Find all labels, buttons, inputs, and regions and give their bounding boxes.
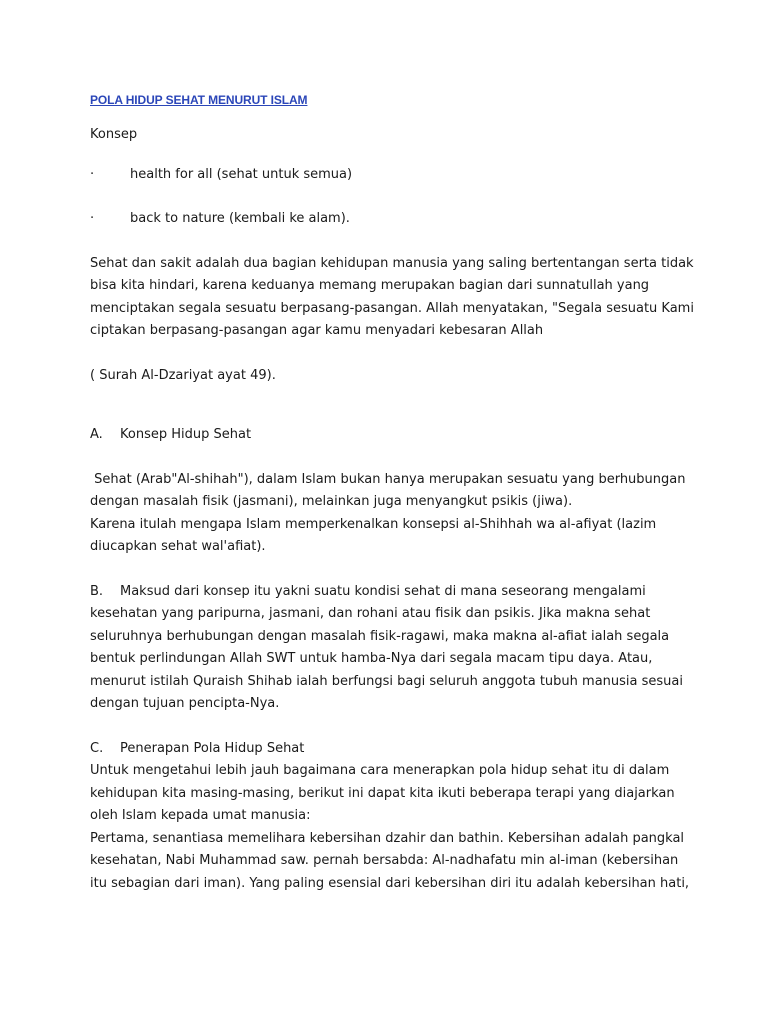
section-letter: A. [90, 427, 103, 442]
bullet-text: back to nature (kembali ke alam). [130, 211, 350, 226]
section-heading-text: Penerapan Pola Hidup Sehat [120, 740, 305, 756]
section-c-heading [90, 738, 730, 761]
paragraph-line: ciptakan berpasang-pasangan agar kamu menyadari kebesaran Allah [90, 323, 544, 338]
section-a-body [90, 469, 730, 559]
paragraph-line: bisa kita hindari, karena keduanya memang merupakan bagian dari sunnatullah yang [90, 278, 650, 293]
section-b-heading [90, 581, 730, 604]
paragraph-line: Untuk mengetahui lebih jauh bagaimana cara menerapkan pola hidup sehat itu di dalam [90, 763, 670, 778]
paragraph-line: kesehatan, Nabi Muhammad saw. pernah bersabda: Al-nadhafatu min al-iman (kebersihan [90, 853, 679, 868]
paragraph-line: dengan tujuan pencipta-Nya. [90, 696, 280, 711]
paragraph-line: bentuk perlindungan Allah SWT untuk hamba-Nya dari segala macam tipu daya. Atau, [90, 651, 653, 666]
paragraph-line: Sehat dan sakit adalah dua bagian kehidupan manusia yang saling bertentangan serta tidak [90, 255, 694, 271]
document-page [90, 90, 730, 895]
paragraph-line: kesehatan yang paripurna, jasmani, dan rohani atau fisik dan psikis. Jika makna sehat [90, 606, 651, 621]
paragraph-line: oleh Islam kepada umat manusia: [90, 808, 311, 823]
section-heading-text: Konsep Hidup Sehat [120, 427, 252, 442]
section-letter: B. [90, 583, 104, 599]
bullet-item [90, 208, 730, 231]
document-title-link[interactable]: POLA HIDUP SEHAT MENURUT ISLAM [90, 93, 308, 107]
section-c-body [90, 760, 730, 895]
bullet-marker: · [90, 211, 95, 226]
paragraph-line: Sehat (Arab"Al-shihah"), dalam Islam bukan hanya merupakan sesuatu yang berhubungan [90, 471, 686, 487]
paragraph-line: seluruhnya berhubungan dengan masalah fisik-ragawi, maka makna al-afiat ialah segala [90, 628, 670, 644]
paragraph-line: Karena itulah mengapa Islam memperkenalkan konsepsi al-Shihhah wa al-afiyat (lazim [90, 516, 657, 532]
bullet-marker: · [90, 166, 95, 182]
paragraph-line: itu sebagian dari iman). Yang paling esensial dari kebersihan diri itu adalah kebersihan hati, [90, 875, 690, 891]
paragraph-line: kehidupan kita masing-masing, berikut ini dapat kita ikuti beberapa terapi yang diajarkan [90, 785, 675, 801]
konsep-label: Konsep [90, 127, 138, 142]
section-a-heading [90, 424, 730, 447]
paragraph-line: menciptakan segala sesuatu berpasang-pasangan. Allah menyatakan, "Segala sesuatu Kami [90, 300, 694, 316]
paragraph-line: menurut istilah Quraish Shihab ialah berfungsi bagi seluruh anggota tubuh manusia sesuai [90, 673, 683, 689]
paragraph-line: dengan masalah fisik (jasmani), melainkan juga menyangkut psikis (jiwa). [90, 494, 573, 509]
citation: ( Surah Al-Dzariyat ayat 49). [90, 367, 276, 383]
section-b-body [90, 581, 730, 716]
paragraph-line: Pertama, senantiasa memelihara kebersihan dzahir dan bathin. Kebersihan adalah pangkal [90, 830, 685, 846]
intro-paragraph [90, 253, 730, 343]
section-letter: C. [90, 740, 104, 756]
bullet-text: health for all (sehat untuk semua) [130, 166, 353, 182]
paragraph-line: Maksud dari konsep itu yakni suatu kondisi sehat di mana seseorang mengalami [120, 583, 646, 599]
bullet-item [90, 164, 730, 187]
paragraph-line: diucapkan sehat wal'afiat). [90, 539, 266, 554]
